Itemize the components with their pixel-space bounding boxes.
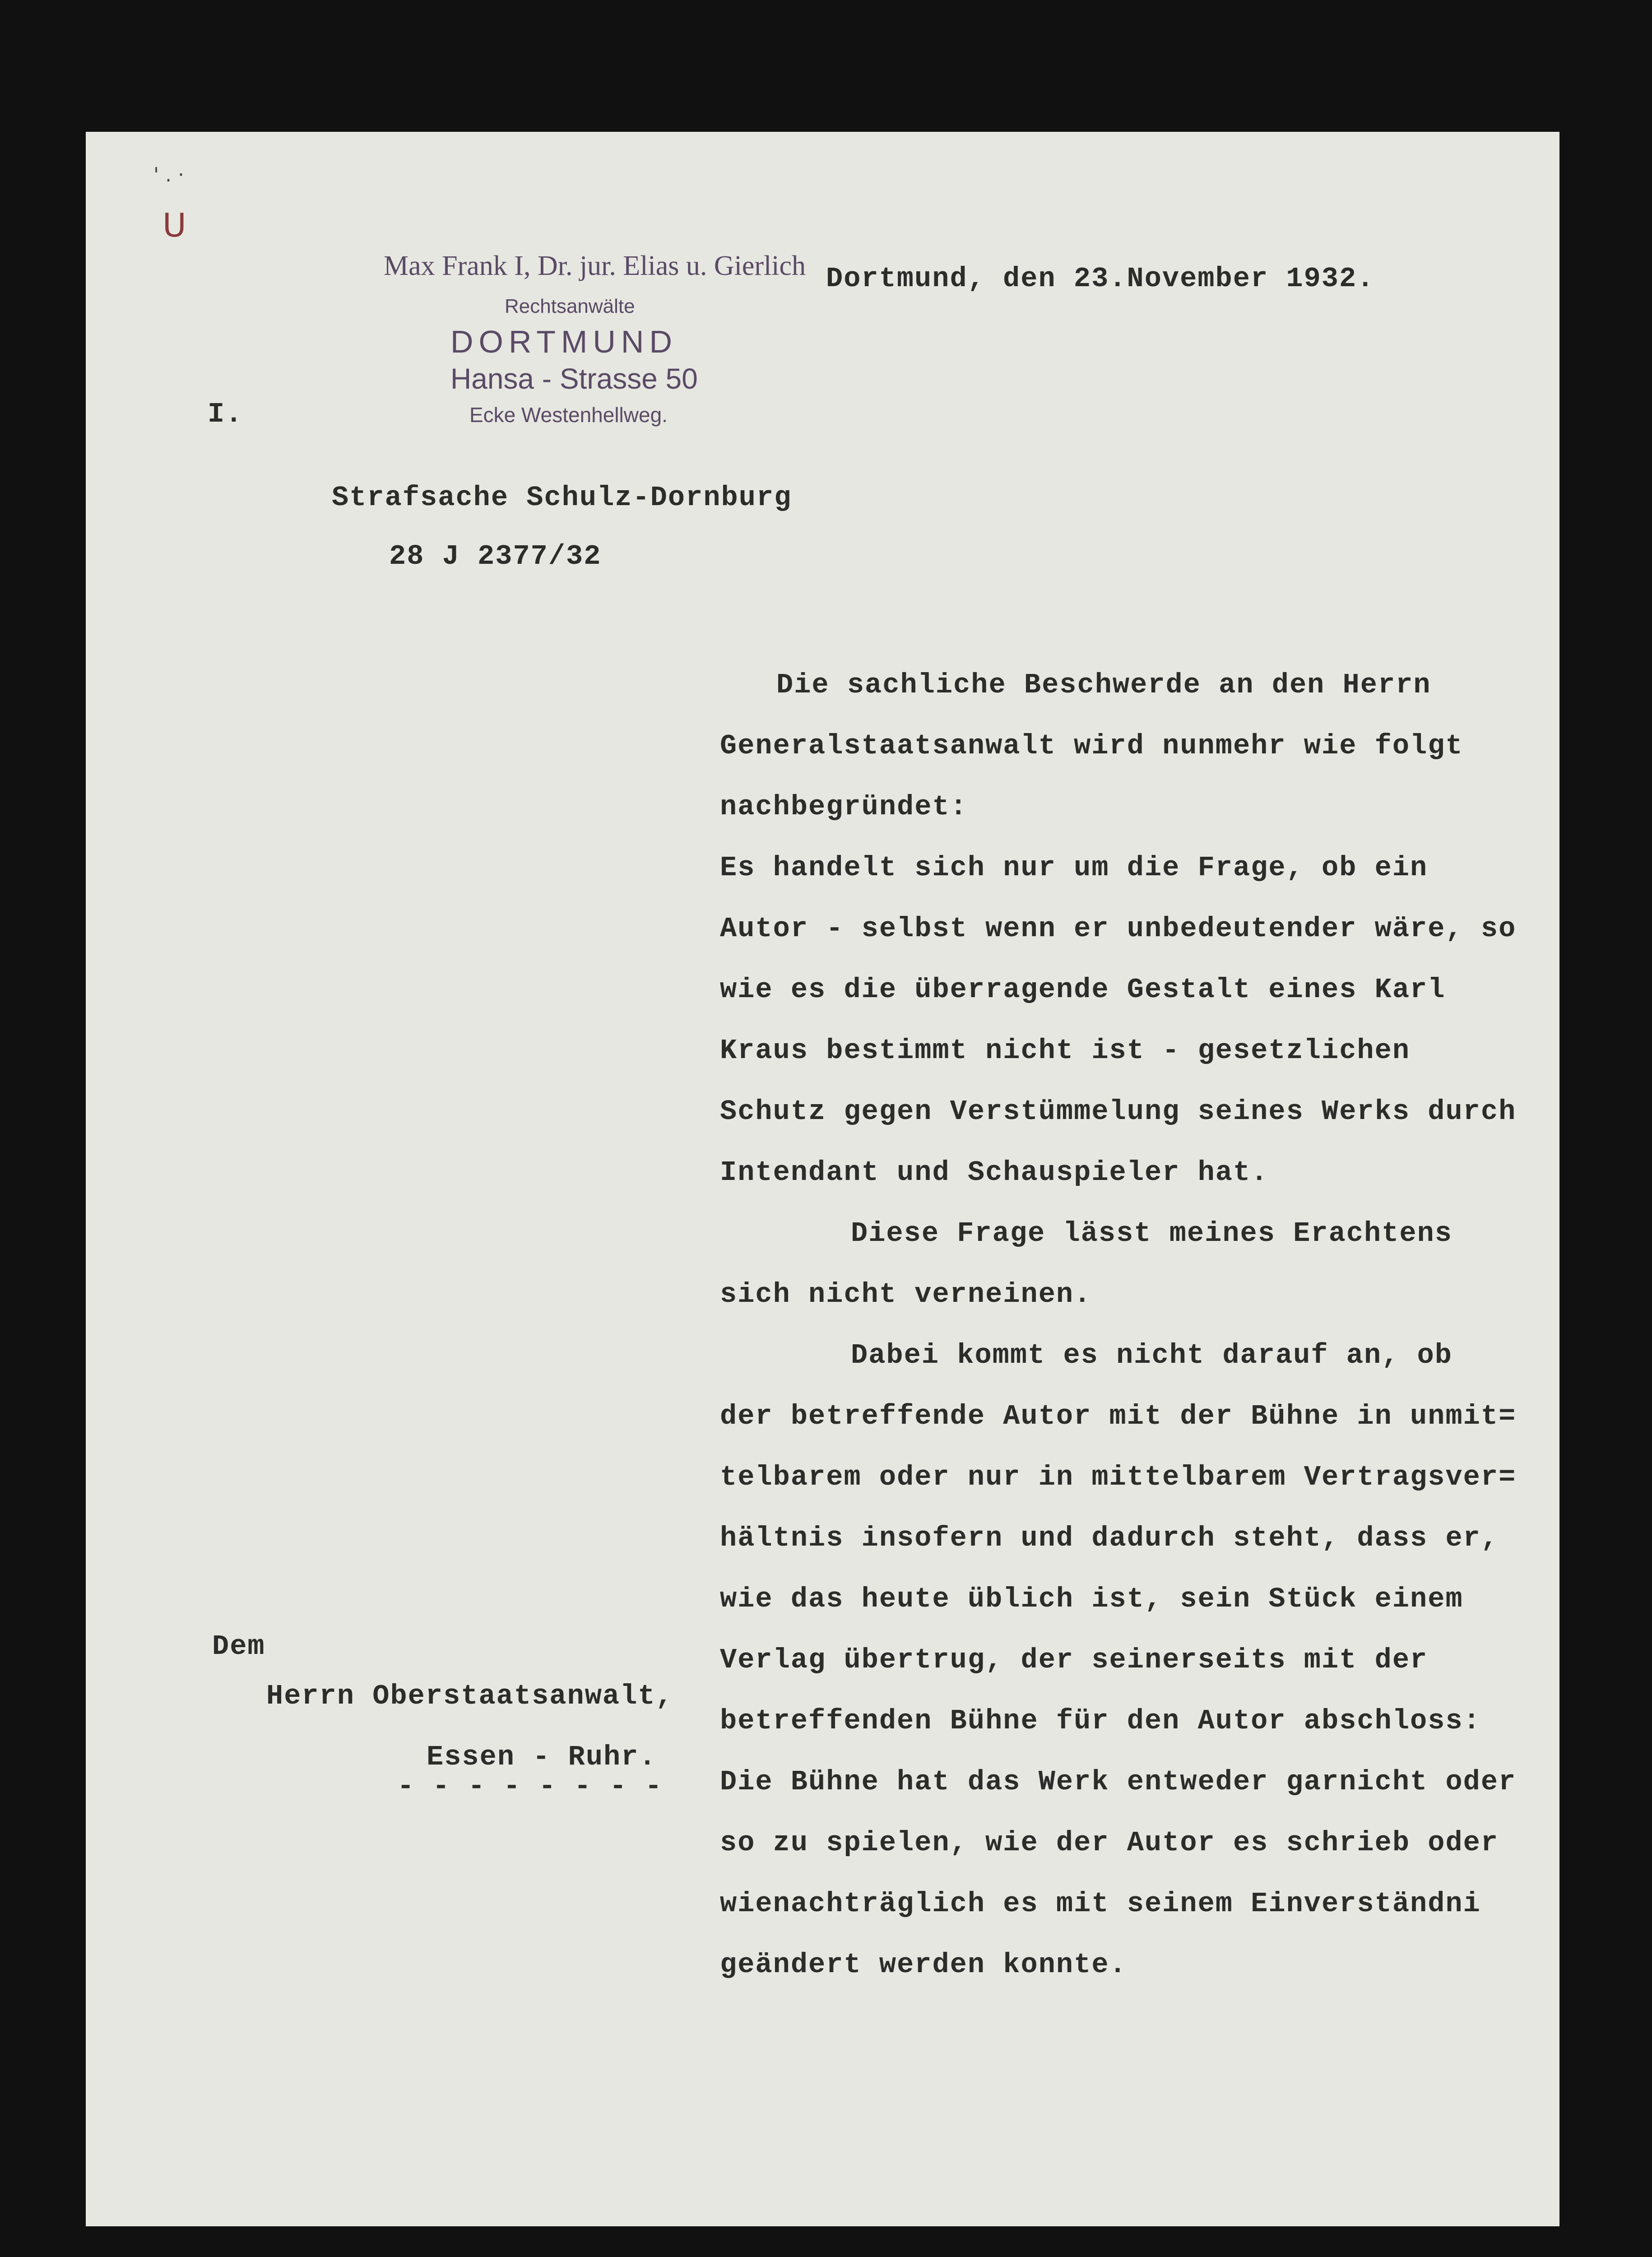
case-subject: Strafsache Schulz-Dornburg: [332, 482, 792, 514]
body-line: Intendant und Schauspieler hat.: [720, 1156, 1269, 1189]
body-line: hältnis insofern und dadurch steht, dass er,: [720, 1522, 1499, 1554]
body-line: wienachträglich es mit seinem Einverständni: [720, 1888, 1481, 1920]
body-line: sich nicht verneinen.: [720, 1278, 1092, 1310]
letter-page: [86, 132, 1559, 2226]
body-line: wie das heute üblich ist, sein Stück einem: [720, 1583, 1463, 1615]
recipient-line-2: Herrn Oberstaatsanwalt,: [266, 1680, 673, 1712]
recipient-line-3: Essen - Ruhr.: [427, 1741, 657, 1773]
pencil-mark: U: [162, 206, 186, 244]
recipient-line-1: Dem: [212, 1630, 265, 1663]
date-line: Dortmund, den 23.November 1932.: [826, 263, 1375, 295]
body-line: Generalstaatsanwalt wird nunmehr wie folgt: [720, 730, 1463, 762]
body-line: nachbegründet:: [720, 791, 968, 823]
body-line: wie es die überragende Gestalt eines Karl: [720, 974, 1446, 1006]
margin-dots: ' . ·: [153, 163, 185, 186]
body-line: telbarem oder nur in mittelbarem Vertragsver=: [720, 1461, 1517, 1493]
body-line: Dabei kommt es nicht darauf an, ob: [851, 1339, 1453, 1371]
body-line: Verlag übertrug, der seinerseits mit der: [720, 1644, 1428, 1676]
case-file-number: 28 J 2377/32: [389, 540, 602, 572]
body-line: Die Bühne hat das Werk entweder garnicht oder: [720, 1766, 1517, 1798]
body-line: der betreffende Autor mit der Bühne in unmit=: [720, 1400, 1517, 1432]
letterhead-firm: Max Frank I, Dr. jur. Elias u. Gierlich: [384, 251, 806, 281]
recipient-underline: - - - - - - - -: [397, 1770, 663, 1802]
body-line: Kraus bestimmt nicht ist - gesetzlichen: [720, 1035, 1411, 1067]
body-line: so zu spielen, wie der Autor es schrieb oder: [720, 1827, 1499, 1859]
body-line: Die sachliche Beschwerde an den Herrn: [776, 669, 1431, 701]
letterhead-title: Rechtsanwälte: [505, 295, 635, 317]
body-line: geändert werden konnte.: [720, 1949, 1127, 1981]
body-line: Es handelt sich nur um die Frage, ob ein: [720, 852, 1428, 884]
page-marker: I.: [208, 398, 243, 430]
letterhead-city: DORTMUND: [450, 324, 678, 359]
body-line: betreffenden Bühne für den Autor abschloss:: [720, 1705, 1481, 1737]
body-line: Schutz gegen Verstümmelung seines Werks durch: [720, 1096, 1517, 1128]
body-line: Autor - selbst wenn er unbedeutender wäre, so: [720, 913, 1517, 945]
body-line: Diese Frage lässt meines Erachtens: [851, 1217, 1453, 1249]
letterhead-corner: Ecke Westenhellweg.: [469, 403, 668, 427]
letterhead-street: Hansa - Strasse 50: [450, 362, 698, 395]
